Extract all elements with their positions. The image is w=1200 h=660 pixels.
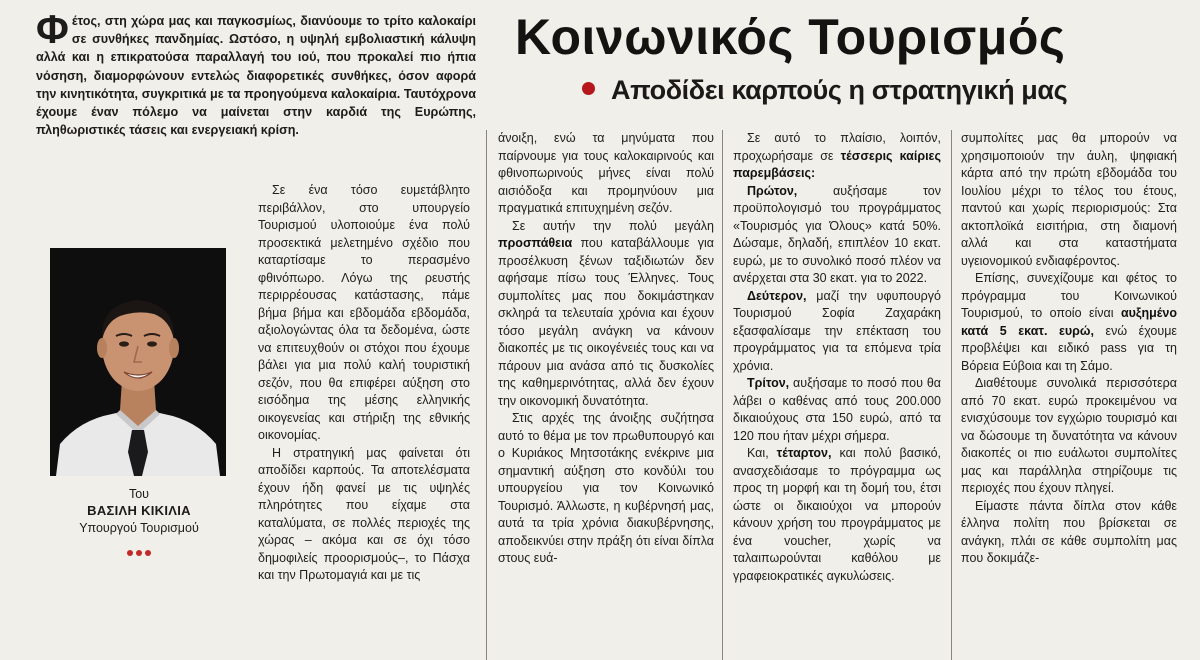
emphasis: Τρίτον,: [747, 376, 790, 390]
paragraph: Σε αυτήν την πολύ μεγάλη προσπάθεια που καταβάλλουμε για προσέλκυση ξένων ταξιδιωτών δεν αφήσαμε πίσω τους Έλληνες. Τους συμπολίτες μας που δοκιμάστηκαν σκληρά τα τελευταία χρόνια και έχουν τόσο μεγάλη ανάγκη να κάνουν διακοπές με τις οικογένειές τους και να πάρουν μια ανάσα από τις δυσκολίες της καθημερινότητας, αλλά δεν έχουν την οικονομική δυνατότητα.: [498, 218, 714, 408]
paragraph: Διαθέτουμε συνολικά περισσότερα από 70 εκατ. ευρώ προκειμένου να ενισχύσουμε τον εγχώριο τουρισμό και να δώσουμε τη δυνατότητα να κάνουν διακοπές οι πιο ευάλωτοι συμπολίτες μας και παράλληλα στηρίζουμε τις περιοχές που έχουν πληγεί.: [961, 376, 1177, 495]
intro-paragraph: [36, 8, 476, 139]
paragraph: Τρίτον, αυξήσαμε το ποσό που θα λάβει ο καθένας από τους 200.000 δικαιούχους στα 150 ευρώ, από τα 120 που ήταν μέχρι σήμερα.: [733, 376, 941, 443]
subheadline-text: Αποδίδει καρπούς η στρατηγική μας: [611, 75, 1068, 105]
paragraph: Σε ένα τόσο ευμετάβλητο περιβάλλον, στο υπουργείο Τουρισμού υλοποιούμε ένα πολύ προσεκτικά μελετημένο σχέδιο που καταρτίσαμε το περασμένο φθινόπωρο. Λόγω της ρευστής περιρρέουσας κατάστασης, πάμε βήμα βήμα και εβδομάδα εβδομάδα, αξιολογώντας όλα τα δεδομένα, ώστε να επιτευχθούν οι στόχοι που έχουμε βάλει για μια πολύ καλή τουριστική σεζόν, που θα επιφέρει αύξηση στο εισόδημα της μέσης ελληνικής οικογενείας και στήριξη της εθνικής οικονομίας.: [258, 183, 470, 442]
subheadline: [582, 70, 1067, 110]
author-name: ΒΑΣΙΛΗ ΚΙΚΙΛΙΑ: [87, 503, 191, 518]
article-column-3: [733, 130, 941, 585]
article-column-1: [258, 182, 470, 585]
intro-text: έτος, στη χώρα μας και παγκοσμίως, διανύουμε το τρίτο καλοκαίρι σε συνθήκες πανδημίας. Ωστόσο, η υψηλή εμβολιαστική κάλυψη αλλά και η επικρατούσα παραλλαγή του ιού, που προκαλεί πιο ήπια νόσηση, διαμορφώνουν εντελώς διαφορετικές συνθήκες, όσον αφορά την κινητικότητα, συγκριτικά με τα προηγούμενα καλοκαίρια. Ταυτόχρονα έχουμε έναν πόλεμο να μαίνεται στην καρδιά της Ευρώπης, πληθωριστικές τάσεις και ενεργειακή κρίση.: [36, 14, 476, 138]
emphasis: Πρώτον,: [747, 183, 798, 198]
author-photo: [50, 248, 226, 476]
byline-prefix: Του: [128, 487, 150, 501]
column-rule: [722, 130, 723, 660]
paragraph: άνοιξη, ενώ τα μηνύματα που παίρνουμε για τους καλοκαιρινούς και φθινοπωρινούς μήνες είναι πολύ αισιόδοξα και προμηνύουν μια πραγματικά επιτυχημένη σεζόν.: [498, 131, 714, 215]
red-dots-icon: [40, 543, 238, 561]
paragraph: Και, τέταρτον, και πολύ βασικό, ανασχεδιάσαμε το πρόγραμμα ως προς τη μορφή και τη δομή του, έτσι ώστε οι δικαιούχοι να μπορούν κάνουν χρήση του προγράμματος με ένα voucher, χωρίς να ταλαιπωρούνται καθόλου με γραφειοκρατικές αγκυλώσεις.: [733, 446, 941, 583]
headline: Κοινωνικός Τουρισμός: [515, 9, 1066, 65]
column-rule: [486, 130, 487, 660]
column-rule: [951, 130, 952, 660]
emphasis: προσπάθεια: [498, 236, 573, 250]
drop-cap: Φ: [36, 8, 69, 52]
paragraph: Δεύτερον, μαζί την υφυπουργό Τουρισμού Σοφία Ζαχαράκη εξασφαλίσαμε την επέκταση του προγράμματος για τα επόμενα τρία χρόνια.: [733, 288, 941, 373]
byline: [40, 486, 238, 561]
paragraph: Η στρατηγική μας φαίνεται ότι αποδίδει καρπούς. Τα αποτελέσματα έχουν ήδη φανεί με τις υψηλές πληρότητες που είχαμε στα καταλύματα, σε πολλές περιοχές της χώρας – ακόμα και σε όχι τόσο δημοφιλείς προορισμούς–, το Πάσχα και την Πρωτομαγιά και με τις: [258, 445, 470, 582]
paragraph: Στις αρχές της άνοιξης συζήτησα αυτό το θέμα με τον πρωθυπουργό και ο Κυριάκος Μητσοτάκης ενέκρινε μια σημαντική αύξηση στο κονδύλι του υπουργείου για τον Κοινωνικό Τουρισμό. Άλλωστε, η κυβέρνησή μας, αυτά τα τρία χρόνια διακυβέρνησης, αποδεικνύει στην πράξη ότι είναι δίπλα στους ευά-: [498, 411, 714, 565]
paragraph: Πρώτον, αυξήσαμε τον προϋπολογισμό του προγράμματος «Τουρισμός για Όλους» κατά 50%. Δώσαμε, δηλαδή, επιπλέον 10 εκατ. ευρώ, με το συνολικό ποσό πλέον να ανέρχεται στα 30 εκατ. για το 2022.: [733, 183, 941, 285]
article-column-2: [498, 130, 714, 568]
article-column-4: [961, 130, 1177, 568]
red-bullet-icon: [582, 82, 595, 95]
emphasis: Δεύτερον,: [747, 288, 807, 303]
paragraph: Είμαστε πάντα δίπλα στον κάθε έλληνα πολίτη που βρίσκεται σε ανάγκη, πλάι σε κάθε συμπολίτη μας που δοκιμάζε-: [961, 498, 1177, 565]
paragraph: συμπολίτες μας θα μπορούν να χρησιμοποιούν την άυλη, ψηφιακή κάρτα από την πρώτη εβδομάδα του Ιουλίου μέχρι το τέλος του έτους, παντού και χωρίς περιορισμούς: Στα ακτοπλοϊκά εισιτήρια, στη διαμονή αλλά και στα καταστήματα υγειονομικού ενδιαφέροντος.: [961, 131, 1177, 268]
author-role: Υπουργού Τουρισμού: [79, 521, 199, 535]
paragraph: Σε αυτό το πλαίσιο, λοιπόν, προχωρήσαμε σε τέσσερις καίριες παρεμβάσεις:: [733, 131, 941, 180]
paragraph: Επίσης, συνεχίζουμε και φέτος το πρόγραμμα του Κοινωνικού Τουρισμού, το οποίο είναι αυξημένο κατά 5 εκατ. ευρώ, ενώ έχουμε προβλέψει και ειδικό pass για τη Βόρεια Εύβοια και τη Σάμο.: [961, 271, 1177, 373]
emphasis: τέταρτον,: [776, 446, 832, 460]
emphasis: αυξημένο κατά 5 εκατ. ευρώ,: [961, 306, 1177, 338]
emphasis: τέσσερις καίριες παρεμβάσεις:: [733, 148, 941, 180]
